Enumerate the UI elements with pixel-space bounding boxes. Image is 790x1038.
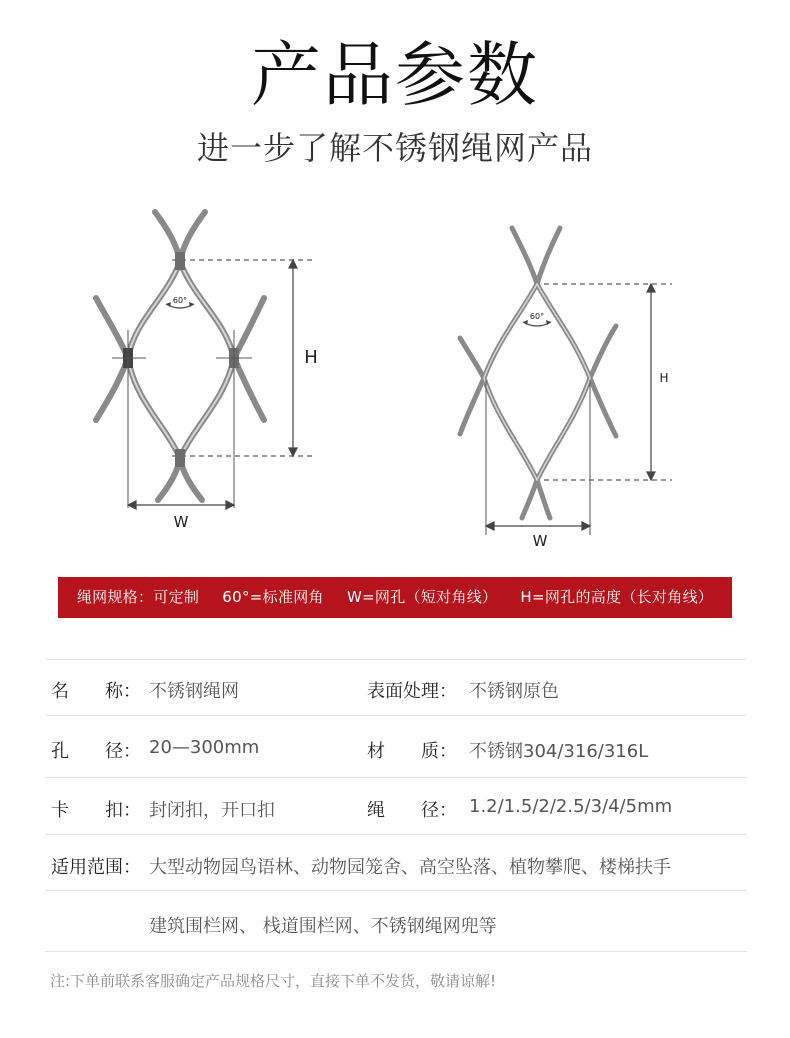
param-row-usage-continued — [45, 890, 747, 952]
mesh-ropes-right — [460, 228, 616, 518]
spec-angle: 60°=标准网角 — [222, 588, 324, 606]
angle-label-left: 60° — [172, 296, 188, 305]
height-dimension-left — [289, 260, 297, 456]
ferrules-left — [123, 252, 239, 467]
order-footnote: 注:下单前联系客服确定产品规格尺寸，直接下单不发货，敬请谅解! — [50, 972, 497, 990]
clasp-value: 封闭扣，开口扣 — [149, 800, 275, 821]
material-label: 材 质： — [367, 741, 457, 762]
width-dimension-right — [486, 522, 590, 530]
width-label-right: W — [532, 532, 548, 550]
spec-height-definition: H=网孔的高度（长对角线） — [520, 588, 714, 606]
spec-banner — [58, 577, 732, 618]
param-row-name — [45, 659, 747, 716]
extension-lines-right — [486, 380, 590, 535]
name-label: 名 称： — [51, 681, 141, 702]
height-label-left: H — [304, 347, 318, 368]
param-row-hole — [45, 715, 747, 778]
ferrule-top — [175, 252, 185, 270]
param-row-clasp — [45, 777, 747, 835]
spec-width-definition: W=网孔（短对角线） — [346, 588, 498, 606]
width-dimension-left — [128, 501, 234, 509]
page-title: 产品参数 — [251, 34, 539, 116]
usage-value-line1: 大型动物园鸟语林、动物园笼舍、高空坠落、植物攀爬、楼梯扶手 — [149, 857, 671, 878]
material-value: 不锈钢304/316/316L — [469, 741, 649, 762]
spec-customizable: 绳网规格：可定制 — [76, 588, 200, 606]
ferrule-bottom — [175, 449, 185, 467]
usage-label: 适用范围： — [51, 857, 141, 878]
hole-value: 20—300mm — [149, 737, 260, 758]
clasp-label: 卡 扣： — [51, 800, 141, 821]
rope-diameter-label: 绳 径： — [367, 800, 457, 821]
height-dimension-right — [647, 284, 655, 480]
name-value: 不锈钢绳网 — [149, 681, 239, 702]
param-row-usage — [45, 834, 747, 891]
usage-value-line2: 建筑围栏网、 栈道围栏网、不锈钢绳网兜等 — [149, 916, 497, 937]
rope-diameter-value: 1.2/1.5/2/2.5/3/4/5mm — [469, 796, 673, 817]
angle-label-right: 60° — [529, 312, 545, 321]
surface-value: 不锈钢原色 — [469, 681, 559, 702]
surface-label: 表面处理： — [367, 681, 457, 702]
page-subtitle: 进一步了解不锈钢绳网产品 — [196, 129, 593, 167]
hole-label: 孔 径： — [51, 741, 141, 762]
width-label-left: W — [173, 513, 189, 531]
height-label-right: H — [659, 371, 669, 385]
